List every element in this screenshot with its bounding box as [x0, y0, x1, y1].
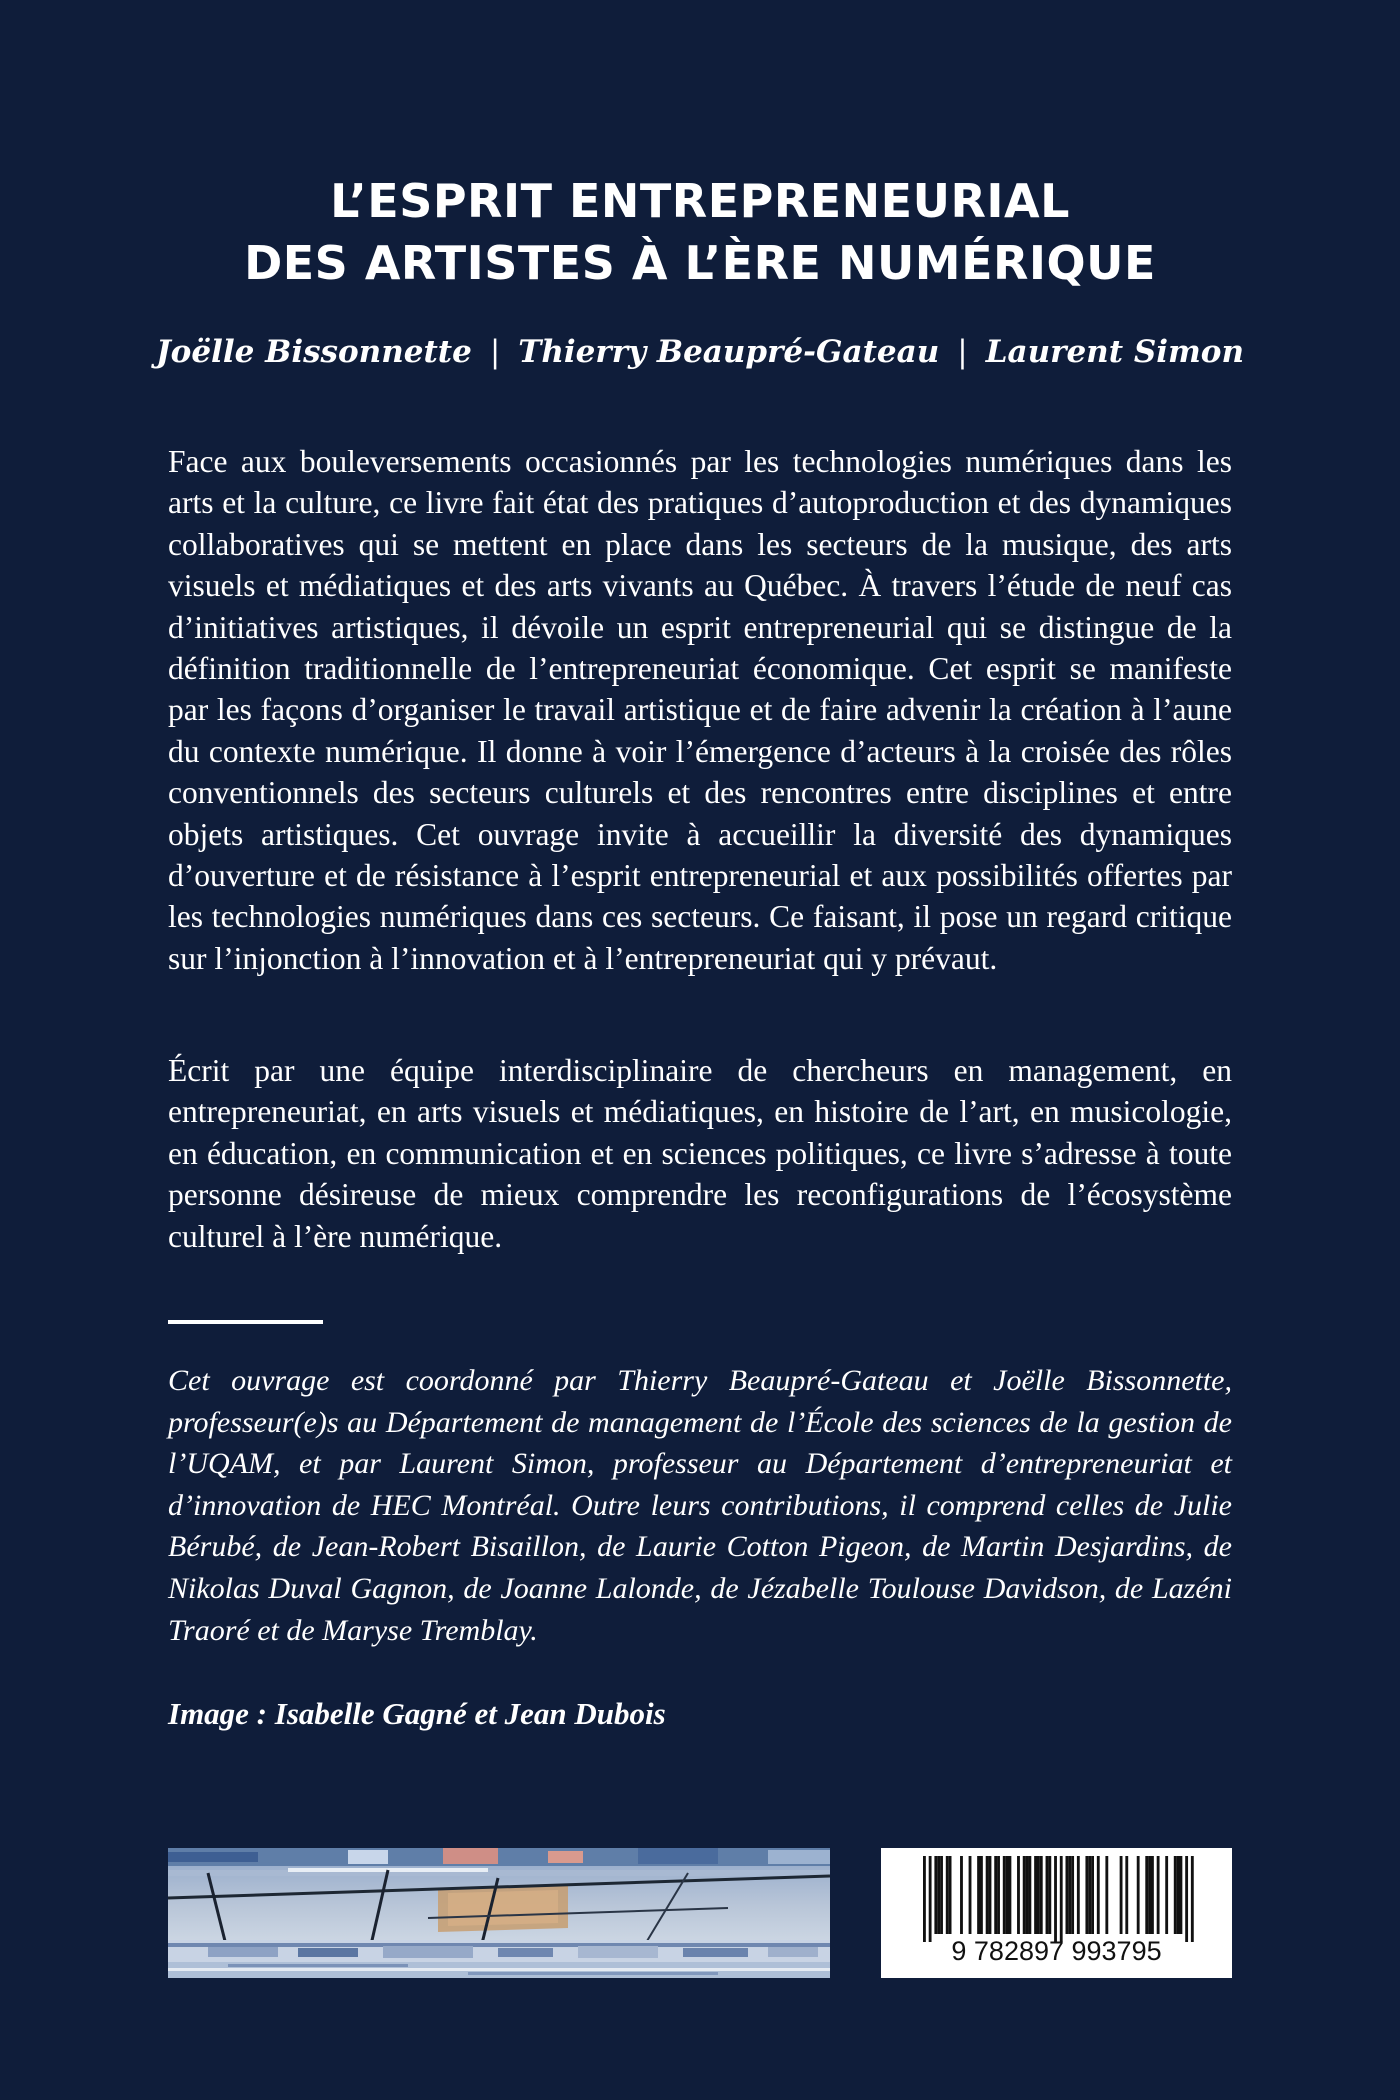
barcode-bar: [1151, 1856, 1154, 1934]
barcode-bar: [1177, 1856, 1180, 1934]
barcode-bar: [960, 1856, 963, 1934]
author-2: Thierry Beaupré-Gateau: [518, 334, 940, 370]
barcode-bar: [1145, 1856, 1148, 1934]
barcode-bar: [1157, 1856, 1160, 1934]
barcode-bar: [1068, 1856, 1071, 1934]
barcode-bar: [1191, 1856, 1194, 1942]
isbn-barcode: [881, 1848, 1232, 1978]
barcode-bar: [1148, 1856, 1151, 1934]
barcode-bar: [1174, 1856, 1177, 1934]
barcode-bar: [1071, 1856, 1074, 1934]
author-1: Joëlle Bissonnette: [155, 334, 472, 370]
barcode-bar: [1009, 1856, 1012, 1934]
barcode-bar: [1120, 1856, 1123, 1934]
barcode-bar: [1040, 1856, 1043, 1934]
barcode-bar: [1048, 1856, 1051, 1934]
barcode-bar: [1105, 1856, 1108, 1934]
barcode-bar: [1088, 1856, 1091, 1934]
barcode-bar: [1180, 1856, 1183, 1934]
summary-paragraph-1: Face aux bouleversements occasionnés par les technologies numériques dans les arts et la culture, ce livre fait état des pratiques d’autoproduction et des dynamiques collaboratives qui se mettent en place dans les secteurs de la musique, des arts visuels et médiatiques et des arts vivants au Québec. À travers l’étude de neuf cas d’initiatives artistiques, il dévoile un esprit entrepreneurial qui se distingue de la définition traditionnelle de l’entrepreneuriat économique. Cet esprit se manifeste par les façons d’organiser le travail artistique et de faire advenir la création à l’aune du contexte numérique. Il donne à voir l’émergence d’acteurs à la croisée des rôles conventionnels des secteurs culturels et des rencontres entre disciplines et entre objets artistiques. Cet ouvrage invite à accueillir la diversité des dynamiques d’ouverture et de résistance à l’esprit entrepreneurial et aux possibilités offertes par les technologies numériques dans ces secteurs. Ce faisant, il pose un regard critique sur l’injonction à l’innovation et à l’entrepreneuriat qui y prévaut.: [168, 444, 1232, 976]
barcode-bar: [1091, 1856, 1094, 1934]
barcode-bar: [977, 1856, 980, 1934]
barcode-bar: [1066, 1856, 1069, 1934]
author-separator: |: [489, 334, 501, 370]
barcode-bar: [1037, 1856, 1040, 1934]
isbn-number: 9 782897 993795: [951, 1936, 1162, 1966]
contributors-credits: Cet ouvrage est coordonné par Thierry Beaupré-Gateau et Joëlle Bissonnette, professeur(e)s au Département de management de l’École des sciences de la gestion de l’UQAM, et par Laurent Simon, professeur au Département d’entrepreneuriat et d’innovation de HEC Montréal. Outre leurs contributions, il comprend celles de Julie Bérubé, de Jean-Robert Bisaillon, de Laurie Cotton Pigeon, de Martin Desjardins, de Nikolas Duval Gagnon, de Joanne Lalonde, de Jézabelle Toulouse Davidson, de Lazéni Traoré et de Maryse Tremblay.: [168, 1364, 1232, 1647]
barcode-bar: [1165, 1856, 1168, 1934]
barcode-bar: [1077, 1856, 1080, 1934]
barcode-bar: [1006, 1856, 1009, 1934]
barcode-bar: [1185, 1856, 1188, 1942]
barcode-bar: [997, 1856, 1000, 1934]
author-separator: |: [957, 334, 968, 370]
barcode-bar: [1023, 1856, 1026, 1934]
artwork-svg: [168, 1848, 830, 1978]
barcode-bar: [1003, 1856, 1006, 1934]
barcode-bar: [946, 1856, 949, 1934]
barcode-bar: [934, 1856, 937, 1934]
barcode-bar: [1137, 1856, 1140, 1934]
barcode-bar: [980, 1856, 983, 1934]
barcode-bar: [949, 1856, 952, 1934]
divider-rule: [168, 1320, 323, 1324]
author-list: [0, 330, 1400, 374]
barcode-bar: [940, 1856, 943, 1934]
barcode-bar: [937, 1856, 940, 1934]
barcode-bar: [969, 1856, 972, 1934]
barcode-bar: [923, 1856, 926, 1942]
barcode-bar: [1028, 1856, 1031, 1934]
image-credit: Image : Isabelle Gagné et Jean Dubois: [168, 1696, 666, 1731]
barcode-bar: [1097, 1856, 1100, 1934]
barcode-bar: [1085, 1856, 1088, 1934]
barcode-bar: [929, 1856, 932, 1942]
summary-paragraph-2: Écrit par une équipe interdisciplinaire de chercheurs en management, en entrepreneuriat, en arts visuels et médiatiques, en histoire de l’art, en musicologie, en éducation, en communication et en sciences politiques, ce livre s’adresse à toute personne désireuse de mieux comprendre les reconfigurations de l’écosystème culturel à l’ère numérique.: [168, 1053, 1232, 1254]
barcode-bar: [994, 1856, 997, 1934]
barcode-bar: [1034, 1856, 1037, 1934]
barcode-bar: [1060, 1856, 1063, 1942]
barcode-bar: [1125, 1856, 1128, 1934]
barcode-bar: [989, 1856, 992, 1934]
barcode-bar: [986, 1856, 989, 1934]
book-title: [0, 170, 1400, 294]
author-3: Laurent Simon: [985, 334, 1245, 370]
title-line-2: DES ARTISTES À L’ÈRE NUMÉRIQUE: [244, 236, 1156, 290]
title-line-1: L’ESPRIT ENTREPRENEURIAL: [330, 174, 1070, 228]
barcode-bar: [1054, 1856, 1057, 1942]
barcode-bar: [1026, 1856, 1029, 1934]
cover-artwork-image: [168, 1848, 830, 1978]
barcode-bar: [1017, 1856, 1020, 1934]
barcode-bar: [1046, 1856, 1049, 1934]
